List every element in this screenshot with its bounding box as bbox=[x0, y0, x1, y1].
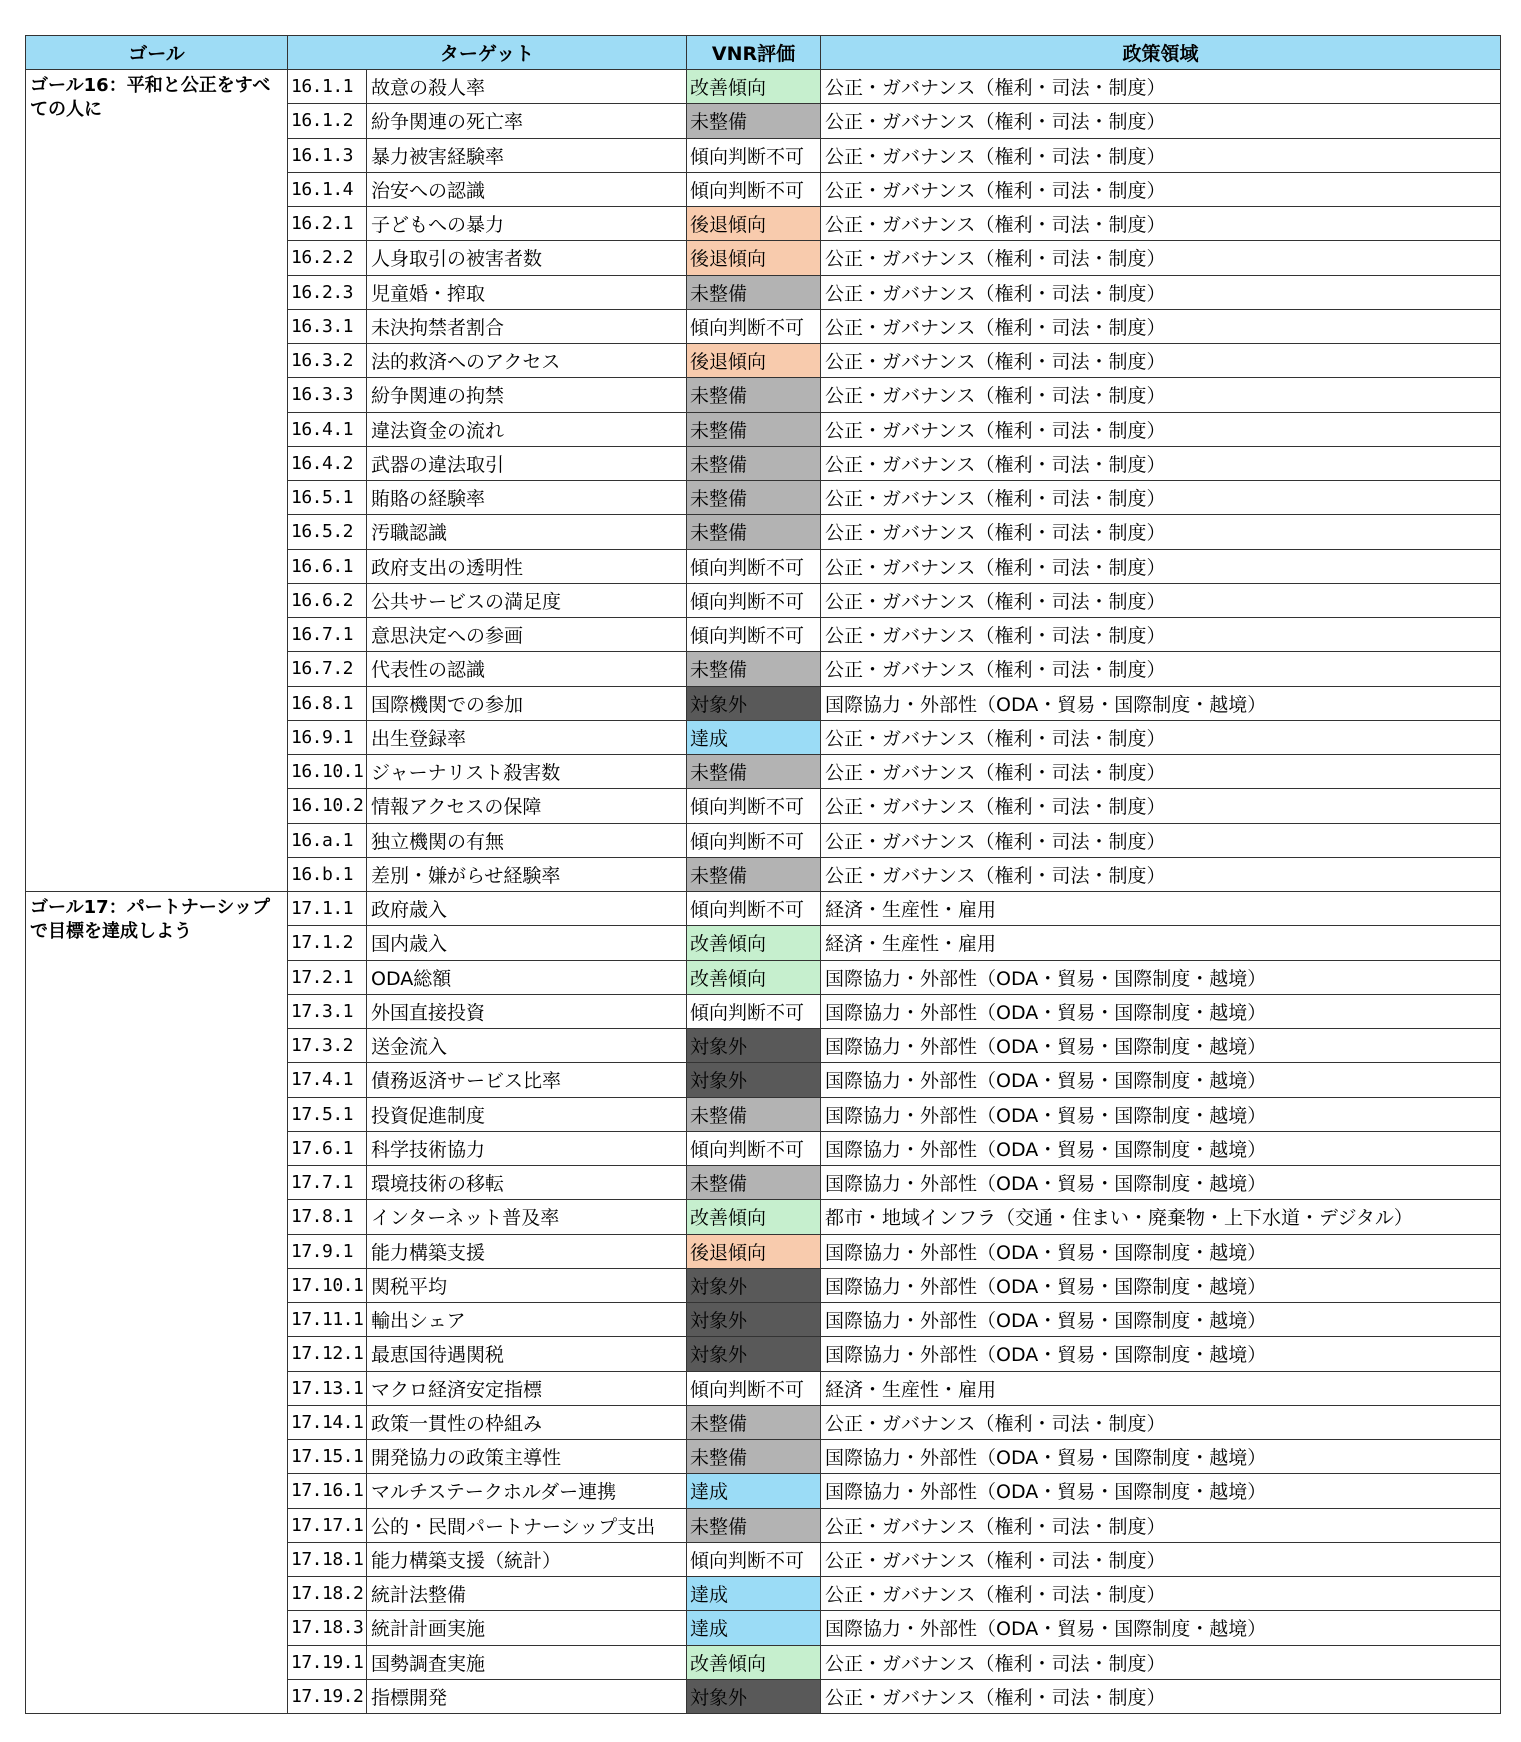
header-policy: 政策領域 bbox=[821, 36, 1501, 70]
vnr-status: 未整備 bbox=[687, 1166, 821, 1200]
target-id: 17.14.1 bbox=[288, 1405, 367, 1439]
target-id: 17.18.3 bbox=[288, 1611, 367, 1645]
target-name: 環境技術の移転 bbox=[367, 1166, 687, 1200]
policy-area: 国際協力・外部性（ODA・貿易・国際制度・越境） bbox=[821, 1166, 1501, 1200]
vnr-status: 傾向判断不可 bbox=[687, 1131, 821, 1165]
target-name: 外国直接投資 bbox=[367, 994, 687, 1028]
vnr-status: 改善傾向 bbox=[687, 1200, 821, 1234]
policy-area: 公正・ガバナンス（権利・司法・制度） bbox=[821, 583, 1501, 617]
policy-area: 公正・ガバナンス（権利・司法・制度） bbox=[821, 755, 1501, 789]
target-id: 17.8.1 bbox=[288, 1200, 367, 1234]
vnr-status: 対象外 bbox=[687, 1303, 821, 1337]
vnr-status: 未整備 bbox=[687, 857, 821, 891]
policy-area: 公正・ガバナンス（権利・司法・制度） bbox=[821, 104, 1501, 138]
target-id: 17.19.2 bbox=[288, 1679, 367, 1713]
header-row bbox=[26, 36, 1501, 70]
policy-area: 公正・ガバナンス（権利・司法・制度） bbox=[821, 1577, 1501, 1611]
policy-area: 公正・ガバナンス（権利・司法・制度） bbox=[821, 481, 1501, 515]
policy-area: 公正・ガバナンス（権利・司法・制度） bbox=[821, 1405, 1501, 1439]
table-row bbox=[26, 70, 1501, 104]
target-name: 独立機関の有無 bbox=[367, 823, 687, 857]
vnr-status: 改善傾向 bbox=[687, 960, 821, 994]
vnr-status: 未整備 bbox=[687, 1508, 821, 1542]
target-name: 出生登録率 bbox=[367, 720, 687, 754]
policy-area: 公正・ガバナンス（権利・司法・制度） bbox=[821, 446, 1501, 480]
policy-area: 公正・ガバナンス（権利・司法・制度） bbox=[821, 515, 1501, 549]
target-id: 17.19.1 bbox=[288, 1645, 367, 1679]
policy-area: 公正・ガバナンス（権利・司法・制度） bbox=[821, 412, 1501, 446]
target-name: 子どもへの暴力 bbox=[367, 207, 687, 241]
policy-area: 国際協力・外部性（ODA・貿易・国際制度・越境） bbox=[821, 994, 1501, 1028]
policy-area: 国際協力・外部性（ODA・貿易・国際制度・越境） bbox=[821, 1063, 1501, 1097]
target-name: 紛争関連の拘禁 bbox=[367, 378, 687, 412]
target-name: 統計計画実施 bbox=[367, 1611, 687, 1645]
target-name: 人身取引の被害者数 bbox=[367, 241, 687, 275]
vnr-status: 達成 bbox=[687, 1611, 821, 1645]
target-name: 関税平均 bbox=[367, 1268, 687, 1302]
target-id: 17.7.1 bbox=[288, 1166, 367, 1200]
vnr-status: 傾向判断不可 bbox=[687, 994, 821, 1028]
vnr-status: 達成 bbox=[687, 720, 821, 754]
header-target: ターゲット bbox=[288, 36, 687, 70]
target-id: 17.10.1 bbox=[288, 1268, 367, 1302]
target-id: 17.3.2 bbox=[288, 1029, 367, 1063]
target-name: 債務返済サービス比率 bbox=[367, 1063, 687, 1097]
vnr-status: 傾向判断不可 bbox=[687, 1371, 821, 1405]
target-id: 16.1.3 bbox=[288, 138, 367, 172]
target-id: 16.1.4 bbox=[288, 172, 367, 206]
target-name: 児童婚・搾取 bbox=[367, 275, 687, 309]
policy-area: 公正・ガバナンス（権利・司法・制度） bbox=[821, 309, 1501, 343]
vnr-status: 未整備 bbox=[687, 378, 821, 412]
header-goal: ゴール bbox=[26, 36, 288, 70]
vnr-status: 傾向判断不可 bbox=[687, 138, 821, 172]
sdg-evaluation-table bbox=[25, 35, 1501, 1714]
policy-area: 都市・地域インフラ（交通・住まい・廃棄物・上下水道・デジタル） bbox=[821, 1200, 1501, 1234]
vnr-status: 対象外 bbox=[687, 1679, 821, 1713]
policy-area: 公正・ガバナンス（権利・司法・制度） bbox=[821, 823, 1501, 857]
header-vnr: VNR評価 bbox=[687, 36, 821, 70]
target-name: 最恵国待遇関税 bbox=[367, 1337, 687, 1371]
target-name: 投資促進制度 bbox=[367, 1097, 687, 1131]
target-id: 16.6.1 bbox=[288, 549, 367, 583]
vnr-status: 後退傾向 bbox=[687, 344, 821, 378]
policy-area: 公正・ガバナンス（権利・司法・制度） bbox=[821, 138, 1501, 172]
vnr-status: 未整備 bbox=[687, 104, 821, 138]
vnr-status: 傾向判断不可 bbox=[687, 823, 821, 857]
target-name: 国内歳入 bbox=[367, 926, 687, 960]
target-name: 故意の殺人率 bbox=[367, 70, 687, 104]
target-id: 16.1.2 bbox=[288, 104, 367, 138]
target-name: 情報アクセスの保障 bbox=[367, 789, 687, 823]
target-id: 17.12.1 bbox=[288, 1337, 367, 1371]
target-id: 16.4.1 bbox=[288, 412, 367, 446]
vnr-status: 未整備 bbox=[687, 412, 821, 446]
target-name: 輸出シェア bbox=[367, 1303, 687, 1337]
target-name: 政府支出の透明性 bbox=[367, 549, 687, 583]
target-id: 16.9.1 bbox=[288, 720, 367, 754]
vnr-status: 傾向判断不可 bbox=[687, 549, 821, 583]
target-name: 科学技術協力 bbox=[367, 1131, 687, 1165]
target-id: 17.1.1 bbox=[288, 892, 367, 926]
vnr-status: 後退傾向 bbox=[687, 207, 821, 241]
target-name: 違法資金の流れ bbox=[367, 412, 687, 446]
vnr-status: 後退傾向 bbox=[687, 1234, 821, 1268]
vnr-status: 対象外 bbox=[687, 1268, 821, 1302]
vnr-status: 傾向判断不可 bbox=[687, 618, 821, 652]
target-name: 武器の違法取引 bbox=[367, 446, 687, 480]
vnr-status: 未整備 bbox=[687, 1405, 821, 1439]
vnr-status: 未整備 bbox=[687, 275, 821, 309]
target-name: 汚職認識 bbox=[367, 515, 687, 549]
vnr-status: 傾向判断不可 bbox=[687, 172, 821, 206]
policy-area: 公正・ガバナンス（権利・司法・制度） bbox=[821, 652, 1501, 686]
vnr-status: 未整備 bbox=[687, 652, 821, 686]
target-name: インターネット普及率 bbox=[367, 1200, 687, 1234]
policy-area: 国際協力・外部性（ODA・貿易・国際制度・越境） bbox=[821, 1234, 1501, 1268]
vnr-status: 傾向判断不可 bbox=[687, 1542, 821, 1576]
target-id: 17.2.1 bbox=[288, 960, 367, 994]
policy-area: 国際協力・外部性（ODA・貿易・国際制度・越境） bbox=[821, 686, 1501, 720]
vnr-status: 傾向判断不可 bbox=[687, 789, 821, 823]
target-id: 16.10.1 bbox=[288, 755, 367, 789]
policy-area: 国際協力・外部性（ODA・貿易・国際制度・越境） bbox=[821, 1611, 1501, 1645]
policy-area: 国際協力・外部性（ODA・貿易・国際制度・越境） bbox=[821, 1131, 1501, 1165]
target-id: 17.6.1 bbox=[288, 1131, 367, 1165]
vnr-status: 未整備 bbox=[687, 1440, 821, 1474]
policy-area: 公正・ガバナンス（権利・司法・制度） bbox=[821, 1679, 1501, 1713]
vnr-status: 改善傾向 bbox=[687, 70, 821, 104]
policy-area: 公正・ガバナンス（権利・司法・制度） bbox=[821, 241, 1501, 275]
vnr-status: 対象外 bbox=[687, 1063, 821, 1097]
vnr-status: 未整備 bbox=[687, 481, 821, 515]
policy-area: 公正・ガバナンス（権利・司法・制度） bbox=[821, 549, 1501, 583]
target-name: 公的・民間パートナーシップ支出 bbox=[367, 1508, 687, 1542]
target-id: 17.5.1 bbox=[288, 1097, 367, 1131]
vnr-status: 傾向判断不可 bbox=[687, 583, 821, 617]
policy-area: 経済・生産性・雇用 bbox=[821, 926, 1501, 960]
policy-area: 公正・ガバナンス（権利・司法・制度） bbox=[821, 1645, 1501, 1679]
goal-cell: ゴール16：平和と公正をすべての人に bbox=[26, 70, 288, 892]
target-id: 17.18.2 bbox=[288, 1577, 367, 1611]
policy-area: 公正・ガバナンス（権利・司法・制度） bbox=[821, 720, 1501, 754]
target-id: 16.2.1 bbox=[288, 207, 367, 241]
target-id: 16.4.2 bbox=[288, 446, 367, 480]
target-name: ジャーナリスト殺害数 bbox=[367, 755, 687, 789]
target-id: 17.1.2 bbox=[288, 926, 367, 960]
target-id: 17.15.1 bbox=[288, 1440, 367, 1474]
target-name: 代表性の認識 bbox=[367, 652, 687, 686]
target-id: 17.16.1 bbox=[288, 1474, 367, 1508]
target-name: 統計法整備 bbox=[367, 1577, 687, 1611]
target-name: 紛争関連の死亡率 bbox=[367, 104, 687, 138]
policy-area: 国際協力・外部性（ODA・貿易・国際制度・越境） bbox=[821, 960, 1501, 994]
vnr-status: 未整備 bbox=[687, 755, 821, 789]
target-name: 能力構築支援（統計） bbox=[367, 1542, 687, 1576]
vnr-status: 達成 bbox=[687, 1577, 821, 1611]
policy-area: 公正・ガバナンス（権利・司法・制度） bbox=[821, 378, 1501, 412]
vnr-status: 対象外 bbox=[687, 1029, 821, 1063]
target-name: マルチステークホルダー連携 bbox=[367, 1474, 687, 1508]
policy-area: 国際協力・外部性（ODA・貿易・国際制度・越境） bbox=[821, 1029, 1501, 1063]
vnr-status: 未整備 bbox=[687, 515, 821, 549]
target-name: 国際機関での参加 bbox=[367, 686, 687, 720]
target-id: 17.4.1 bbox=[288, 1063, 367, 1097]
vnr-status: 未整備 bbox=[687, 1097, 821, 1131]
target-name: 能力構築支援 bbox=[367, 1234, 687, 1268]
policy-area: 公正・ガバナンス（権利・司法・制度） bbox=[821, 172, 1501, 206]
target-id: 16.7.2 bbox=[288, 652, 367, 686]
policy-area: 国際協力・外部性（ODA・貿易・国際制度・越境） bbox=[821, 1303, 1501, 1337]
target-name: 指標開発 bbox=[367, 1679, 687, 1713]
policy-area: 公正・ガバナンス（権利・司法・制度） bbox=[821, 275, 1501, 309]
target-name: ODA総額 bbox=[367, 960, 687, 994]
policy-area: 公正・ガバナンス（権利・司法・制度） bbox=[821, 857, 1501, 891]
policy-area: 国際協力・外部性（ODA・貿易・国際制度・越境） bbox=[821, 1440, 1501, 1474]
target-name: 送金流入 bbox=[367, 1029, 687, 1063]
target-id: 16.5.1 bbox=[288, 481, 367, 515]
target-id: 16.1.1 bbox=[288, 70, 367, 104]
policy-area: 国際協力・外部性（ODA・貿易・国際制度・越境） bbox=[821, 1337, 1501, 1371]
target-name: 意思決定への参画 bbox=[367, 618, 687, 652]
vnr-status: 改善傾向 bbox=[687, 1645, 821, 1679]
target-id: 16.5.2 bbox=[288, 515, 367, 549]
table-body bbox=[26, 70, 1501, 1714]
target-name: 開発協力の政策主導性 bbox=[367, 1440, 687, 1474]
target-name: 政府歳入 bbox=[367, 892, 687, 926]
policy-area: 公正・ガバナンス（権利・司法・制度） bbox=[821, 789, 1501, 823]
target-id: 17.11.1 bbox=[288, 1303, 367, 1337]
target-id: 17.13.1 bbox=[288, 1371, 367, 1405]
target-id: 16.10.2 bbox=[288, 789, 367, 823]
policy-area: 公正・ガバナンス（権利・司法・制度） bbox=[821, 207, 1501, 241]
policy-area: 国際協力・外部性（ODA・貿易・国際制度・越境） bbox=[821, 1474, 1501, 1508]
target-name: 政策一貫性の枠組み bbox=[367, 1405, 687, 1439]
target-id: 16.b.1 bbox=[288, 857, 367, 891]
goal-cell: ゴール17：パートナーシップで目標を達成しよう bbox=[26, 892, 288, 1714]
policy-area: 国際協力・外部性（ODA・貿易・国際制度・越境） bbox=[821, 1097, 1501, 1131]
target-name: 賄賂の経験率 bbox=[367, 481, 687, 515]
policy-area: 経済・生産性・雇用 bbox=[821, 1371, 1501, 1405]
target-name: マクロ経済安定指標 bbox=[367, 1371, 687, 1405]
target-name: 法的救済へのアクセス bbox=[367, 344, 687, 378]
vnr-status: 傾向判断不可 bbox=[687, 892, 821, 926]
target-id: 16.3.2 bbox=[288, 344, 367, 378]
target-id: 16.8.1 bbox=[288, 686, 367, 720]
vnr-status: 達成 bbox=[687, 1474, 821, 1508]
policy-area: 公正・ガバナンス（権利・司法・制度） bbox=[821, 1542, 1501, 1576]
target-id: 16.6.2 bbox=[288, 583, 367, 617]
policy-area: 経済・生産性・雇用 bbox=[821, 892, 1501, 926]
policy-area: 公正・ガバナンス（権利・司法・制度） bbox=[821, 70, 1501, 104]
target-id: 16.2.3 bbox=[288, 275, 367, 309]
target-name: 暴力被害経験率 bbox=[367, 138, 687, 172]
target-id: 16.3.3 bbox=[288, 378, 367, 412]
vnr-status: 改善傾向 bbox=[687, 926, 821, 960]
target-id: 16.2.2 bbox=[288, 241, 367, 275]
target-name: 公共サービスの満足度 bbox=[367, 583, 687, 617]
table-header bbox=[26, 36, 1501, 70]
target-name: 未決拘禁者割合 bbox=[367, 309, 687, 343]
target-id: 17.18.1 bbox=[288, 1542, 367, 1576]
policy-area: 公正・ガバナンス（権利・司法・制度） bbox=[821, 344, 1501, 378]
vnr-status: 対象外 bbox=[687, 1337, 821, 1371]
policy-area: 公正・ガバナンス（権利・司法・制度） bbox=[821, 618, 1501, 652]
target-id: 16.7.1 bbox=[288, 618, 367, 652]
table-container bbox=[25, 35, 1501, 1714]
target-name: 治安への認識 bbox=[367, 172, 687, 206]
target-id: 17.9.1 bbox=[288, 1234, 367, 1268]
target-id: 17.3.1 bbox=[288, 994, 367, 1028]
target-name: 差別・嫌がらせ経験率 bbox=[367, 857, 687, 891]
vnr-status: 対象外 bbox=[687, 686, 821, 720]
vnr-status: 未整備 bbox=[687, 446, 821, 480]
table-row bbox=[26, 892, 1501, 926]
vnr-status: 後退傾向 bbox=[687, 241, 821, 275]
target-name: 国勢調査実施 bbox=[367, 1645, 687, 1679]
policy-area: 国際協力・外部性（ODA・貿易・国際制度・越境） bbox=[821, 1268, 1501, 1302]
target-id: 16.3.1 bbox=[288, 309, 367, 343]
vnr-status: 傾向判断不可 bbox=[687, 309, 821, 343]
target-id: 16.a.1 bbox=[288, 823, 367, 857]
target-id: 17.17.1 bbox=[288, 1508, 367, 1542]
policy-area: 公正・ガバナンス（権利・司法・制度） bbox=[821, 1508, 1501, 1542]
